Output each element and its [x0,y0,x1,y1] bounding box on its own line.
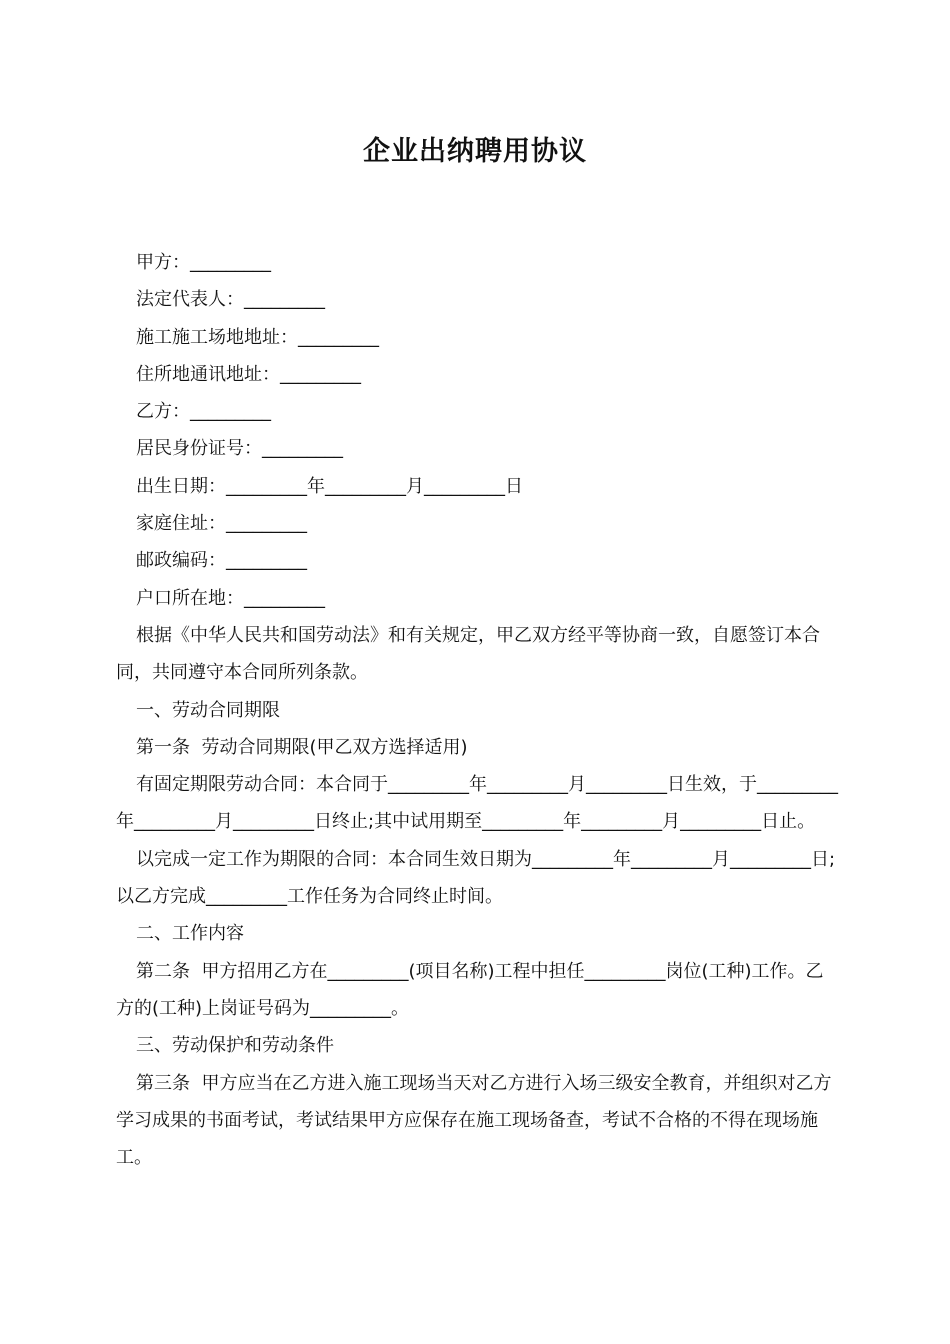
section-heading: 二、工作内容 [136,923,244,945]
document-body [116,244,840,1176]
document-title: 企业出纳聘用协议 [363,136,587,167]
task-term-paragraph: 以完成一定工作为期限的合同：本合同生效日期为_________年_________月_________日;以乙方完成_________工作任务为合同终止时间。 [116,848,836,908]
household-registration-line: 户口所在地：_________ [136,587,325,609]
birth-date-line: 出生日期：_________年_________月_________日 [136,475,523,497]
legal-representative-line: 法定代表人：_________ [136,289,325,311]
article-paragraph: 第三条 甲方应当在乙方进入施工现场当天对乙方进行入场三级安全教育，并组织对乙方学习成果的书面考试，考试结果甲方应保存在施工现场备查，考试不合格的不得在现场施工。 [116,1072,832,1169]
construction-site-address-line: 施工施工场地地址：_________ [136,326,379,348]
fixed-term-paragraph: 有固定期限劳动合同：本合同于_________年_________月_________日生效，于_________年_________月_________日终止;其中试用期至_________年_________月_________日止。 [116,774,838,833]
section-heading: 一、劳动合同期限 [136,699,280,721]
party-a-line: 甲方：_________ [136,252,271,273]
intro-paragraph: 根据《中华人民共和国劳动法》和有关规定，甲乙双方经平等协商一致，自愿签订本合同，共同遵守本合同所列条款。 [116,624,820,684]
article-paragraph: 第二条 甲方招用乙方在_________(项目名称)工程中担任_________岗位(工种)工作。乙方的(工种)上岗证号码为_________。 [116,960,824,1019]
postal-code-line: 邮政编码：_________ [136,550,307,572]
id-number-line: 居民身份证号：_________ [136,438,343,460]
home-address-line: 家庭住址：_________ [136,513,307,535]
party-b-line: 乙方：_________ [136,401,271,423]
mailing-address-line: 住所地通讯地址：_________ [136,363,361,385]
article-paragraph: 第一条 劳动合同期限(甲乙双方选择适用) [136,736,468,758]
section-heading: 三、劳动保护和劳动条件 [136,1035,334,1057]
